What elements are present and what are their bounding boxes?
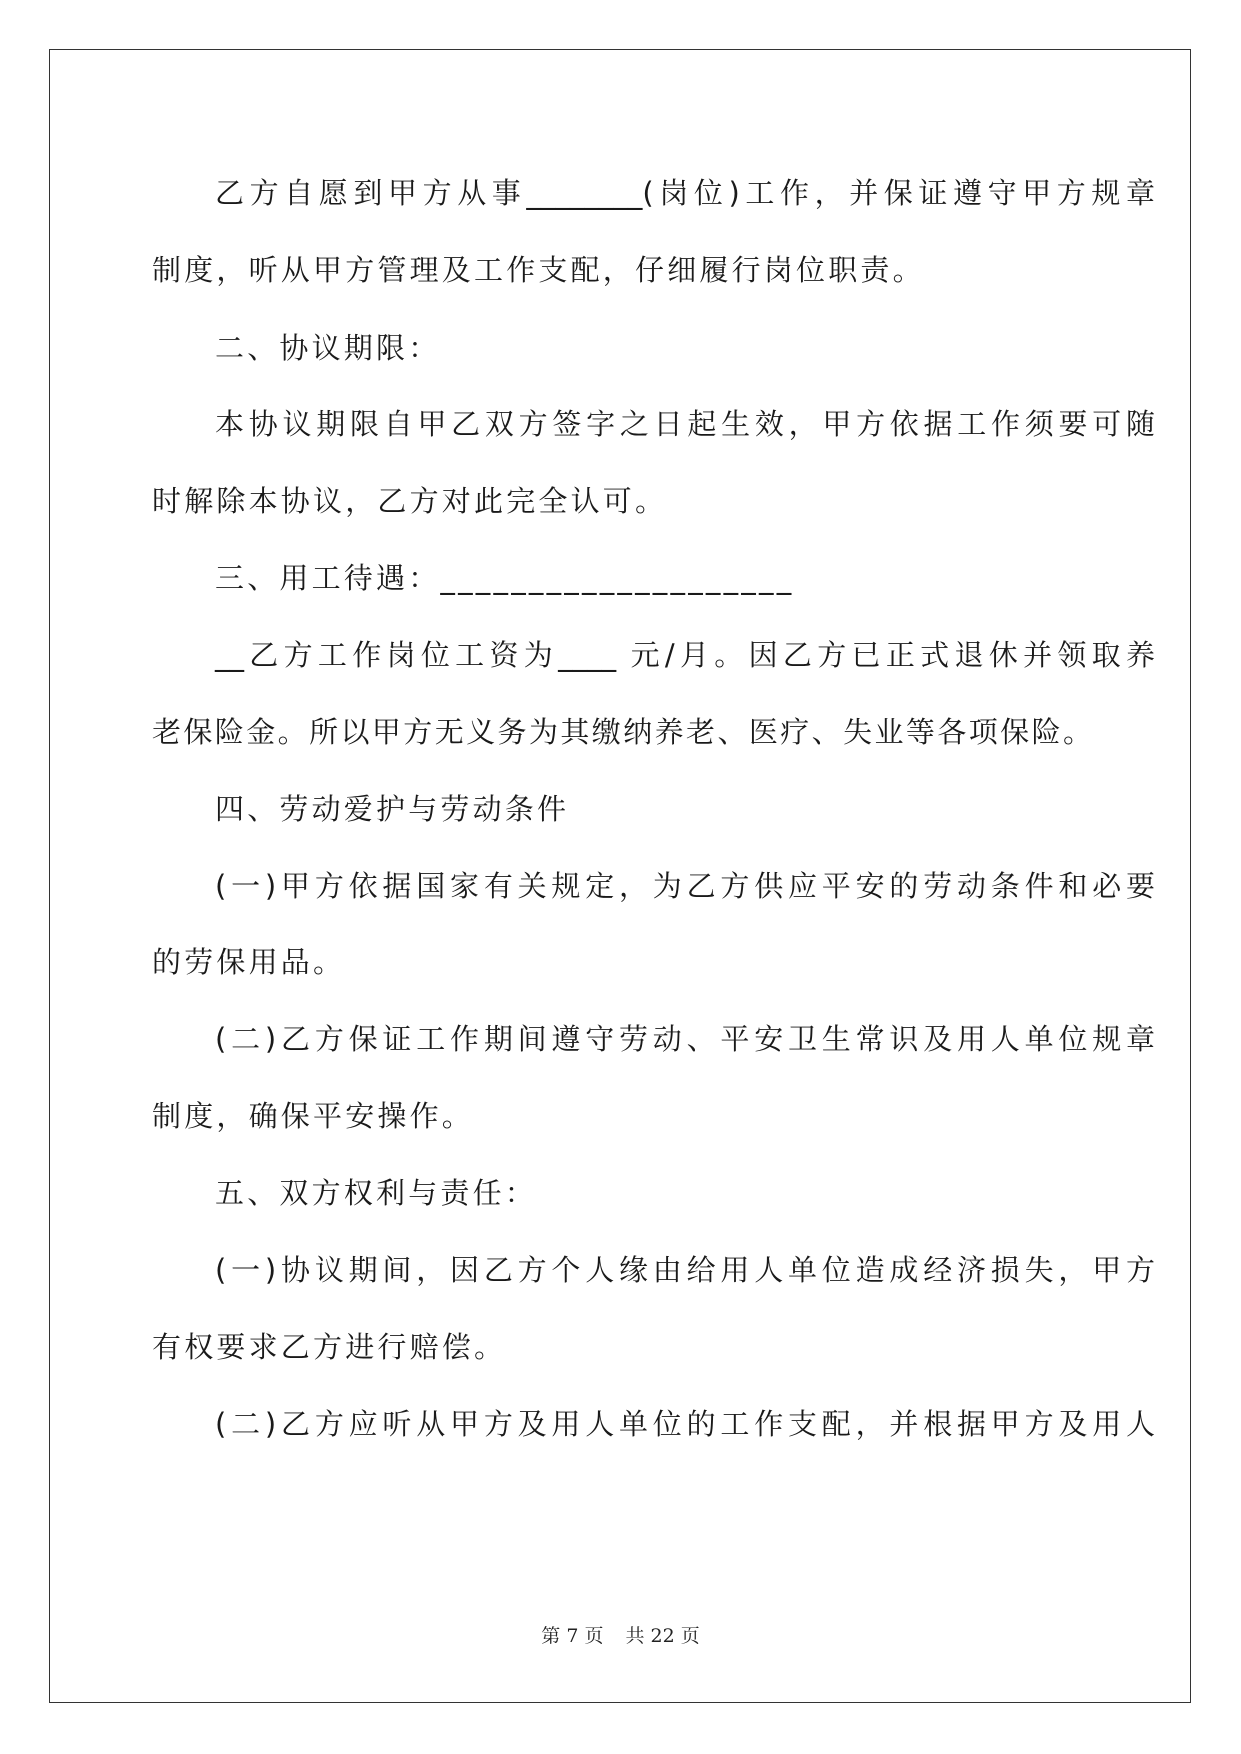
text-line: 的劳保用品。 xyxy=(152,945,346,979)
text-line: 五、双方权利与责任： xyxy=(215,1176,538,1210)
text-line: (二)乙方应听从甲方及用人单位的工作支配，并根据甲方及用人 xyxy=(215,1407,1155,1441)
text-line: 制度，听从甲方管理及工作支配，仔细履行岗位职责。 xyxy=(152,253,925,287)
text-line: 老保险金。所以甲方无义务为其缴纳养老、医疗、失业等各项保险。 xyxy=(152,715,1092,749)
text-line: 时解除本协议，乙方对此完全认可。 xyxy=(152,484,668,518)
page-total: 共 22 页 xyxy=(625,1625,700,1647)
text-line: 有权要求乙方进行赔偿。 xyxy=(152,1330,507,1364)
text-line: 制度，确保平安操作。 xyxy=(152,1099,475,1133)
text-line: 乙方自愿到甲方从事________(岗位)工作，并保证遵守甲方规章 xyxy=(215,176,1155,210)
text-line: 二、协议期限： xyxy=(215,331,441,365)
text-line: (一)甲方依据国家有关规定，为乙方供应平安的劳动条件和必要 xyxy=(215,869,1155,903)
text-line: 四、劳动爱护与劳动条件 xyxy=(215,792,570,826)
text-line: __乙方工作岗位工资为____ 元/月。因乙方已正式退休并领取养 xyxy=(215,638,1155,672)
text-line: 三、用工待遇：____________________ xyxy=(215,561,795,595)
text-line: (一)协议期间，因乙方个人缘由给用人单位造成经济损失，甲方 xyxy=(215,1253,1155,1287)
page-number: 第 7 页 xyxy=(541,1625,604,1647)
text-line: 本协议期限自甲乙双方签字之日起生效，甲方依据工作须要可随 xyxy=(215,407,1155,441)
page-footer xyxy=(0,1621,1241,1648)
text-line: (二)乙方保证工作期间遵守劳动、平安卫生常识及用人单位规章 xyxy=(215,1022,1155,1056)
